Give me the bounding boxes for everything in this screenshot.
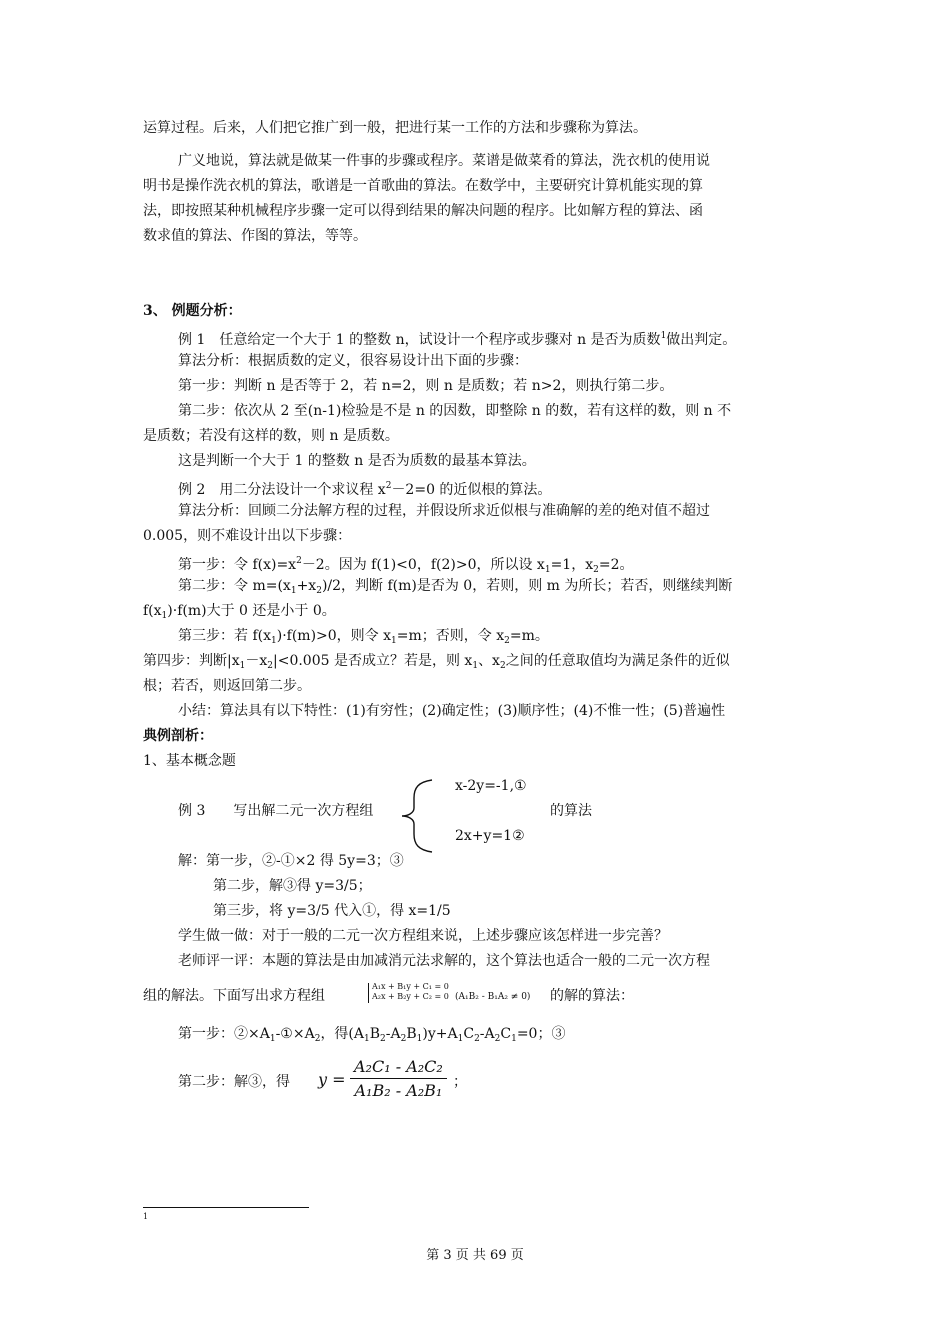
text-line: 广义地说，算法就是做某一件事的步骤或程序。菜谱是做菜肴的算法，洗衣机的使用说 bbox=[178, 153, 710, 169]
solution-line: 第二步，解③得 y=3/5； bbox=[213, 878, 372, 894]
step-line: 第三步：若 $f(x_1)\cdot f(m)>0$，则令 $x_1=m$；否则，令 $x_2=m$。 bbox=[178, 628, 549, 646]
text-line: 运算过程。后来，人们把它推广到一般，把进行某一工作的方法和步骤称为算法。 bbox=[143, 120, 647, 136]
punctuation: ； bbox=[453, 1074, 467, 1090]
equation-1: x-2y=-1,① bbox=[455, 778, 527, 794]
example-3-label: 例 3 写出解二元一次方程组 bbox=[178, 803, 374, 819]
summary-line: 小结：算法具有以下特性：(1)有穷性；(2)确定性；(3)顺序性；(4)不惟一性；(5)普遍性 bbox=[178, 703, 726, 719]
step-line: 第二步：令 $m=(x_1+x_2)/2$，判断 f(m)是否为 0，若则，则 m 为所长；若否，则继续判断 bbox=[178, 578, 733, 596]
text-line: 的解的算法： bbox=[550, 988, 634, 1004]
example-3-suffix: 的算法 bbox=[550, 803, 592, 819]
fraction-numerator: A₂C₁ - A₂C₂ bbox=[350, 1056, 447, 1079]
text-line: 0.005，则不难设计出以下步骤： bbox=[143, 528, 352, 544]
text-line: 第一步：判断 n 是否等于 2，若 n=2，则 n 是质数；若 n>2，则执行第二步。 bbox=[178, 378, 674, 394]
text-line: 这是判断一个大于 1 的整数 n 是否为质数的最基本算法。 bbox=[178, 453, 536, 469]
text-line: 算法分析：回顾二分法解方程的过程，并假设所求近似根与准确解的差的绝对值不超过 bbox=[178, 503, 710, 519]
text-line: 老师评一评：本题的算法是由加减消元法求解的，这个算法也适合一般的二元一次方程 bbox=[178, 953, 710, 969]
section-heading: 3、 例题分析： bbox=[143, 303, 242, 319]
equation-2: 2x+y=1② bbox=[455, 828, 525, 844]
equation-condition: (A₁B₂ - B₁A₂ ≠ 0) bbox=[455, 992, 531, 1002]
fraction bbox=[350, 1056, 447, 1103]
solution-line: 第三步，将 y=3/5 代入①，得 x=1/5 bbox=[213, 903, 451, 919]
footnote-divider bbox=[143, 1207, 309, 1208]
step-line: 第一步：$②\times A_1-①\times A_2$，得$(A_1B_2-A_2B_1)y+A_1C_2-A_2C_1=0$；③ bbox=[178, 1026, 566, 1044]
text-line: 法，即按照某种机械程序步骤一定可以得到结果的解决问题的程序。比如解方程的算法、函 bbox=[143, 203, 703, 219]
text-line: 学生做一做：对于一般的二元一次方程组来说，上述步骤应该怎样进一步完善？ bbox=[178, 928, 668, 944]
brace-icon bbox=[398, 778, 438, 854]
text-line: 根；若否，则返回第二步。 bbox=[143, 678, 311, 694]
text-line: 数求值的算法、作图的算法，等等。 bbox=[143, 228, 367, 244]
formula-y: y = bbox=[318, 1070, 346, 1089]
page-footer: 第 3 页 共 69 页 bbox=[426, 1248, 524, 1263]
step-line: $f(x_1)\cdot f(m)$大于 0 还是小于 0。 bbox=[143, 603, 336, 621]
step-line: 第二步：解③，得 bbox=[178, 1074, 290, 1090]
section-heading: 典例剖析： bbox=[143, 728, 213, 744]
text-line: 是质数；若没有这样的数，则 n 是质数。 bbox=[143, 428, 399, 444]
text-line: 算法分析：根据质数的定义，很容易设计出下面的步骤： bbox=[178, 353, 528, 369]
text-line: 第二步：依次从 2 至(n-1)检验是不是 n 的因数，即整除 n 的数，若有这样的数，则 n 不 bbox=[178, 403, 732, 419]
step-line: 第四步：判断$|x_1-x_2|<0.005$ 是否成立？若是，则 $x_1$、$x_2$之间的任意取值均为满足条件的近似 bbox=[143, 653, 730, 671]
solution-line: 解：第一步，②-①×2 得 5y=3；③ bbox=[178, 853, 404, 869]
equation-system: A₁x + B₁y + C₁ = 0 A₂x + B₂y + C₂ = 0 bbox=[368, 982, 449, 1002]
footnote-mark: 1 bbox=[143, 1212, 149, 1221]
fraction-denominator: A₁B₂ - A₂B₁ bbox=[354, 1081, 443, 1100]
text-line: 组的解法。下面写出求方程组 bbox=[143, 988, 325, 1004]
text-line: 明书是操作洗衣机的算法，歌谱是一首歌曲的算法。在数学中，主要研究计算机能实现的算 bbox=[143, 178, 703, 194]
footnote-ref: 1 bbox=[660, 331, 667, 341]
subsection-heading: 1、基本概念题 bbox=[143, 753, 236, 769]
example-1-line: 例 1 任意给定一个大于 1 的整数 n，试设计一个程序或步骤对 n 是否为质数$^1$做出判定。 bbox=[178, 331, 737, 348]
example-2-line: 例 2 用二分法设计一个求议程 $x^2-2=0$ 的近似根的算法。 bbox=[178, 481, 552, 498]
step-line: 第一步：令 $f(x)=x^2-2$。因为 f(1)<0，f(2)>0，所以设 $x_1=1$，$x_2=2$。 bbox=[178, 556, 634, 575]
